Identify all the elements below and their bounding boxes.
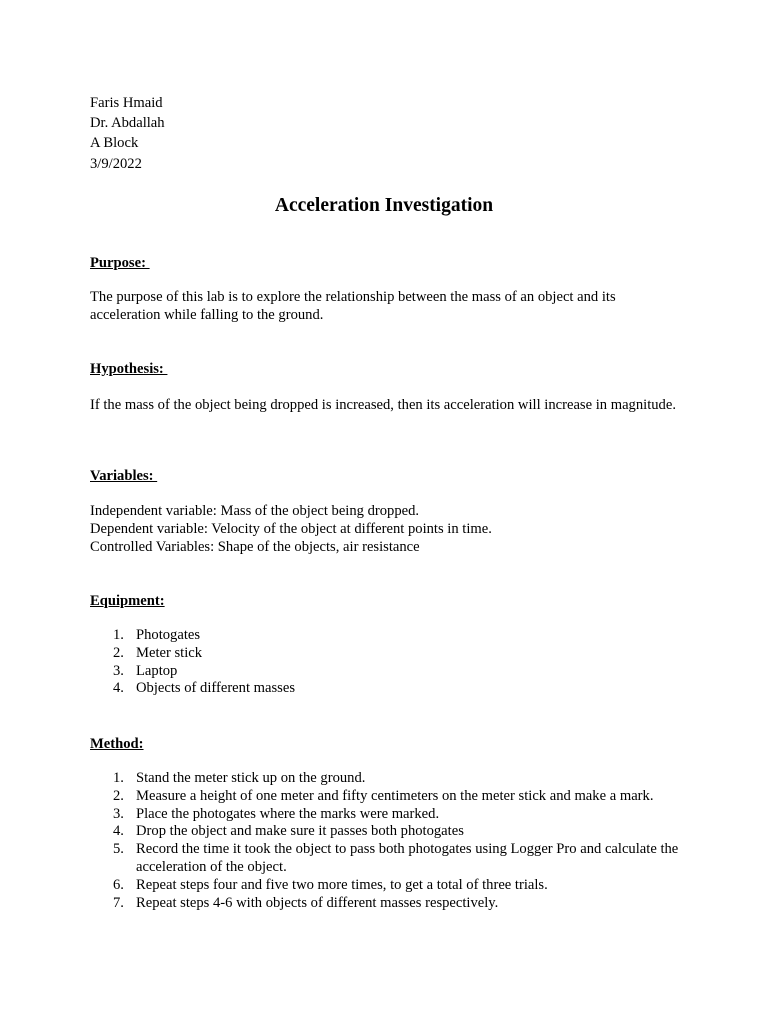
list-item: 2. Measure a height of one meter and fifty centimeters on the meter stick and make a mark. (113, 787, 654, 804)
independent-variable: Independent variable: Mass of the object being dropped. (90, 503, 420, 519)
equipment-list (90, 627, 690, 698)
list-item: 6. Repeat steps four and five two more times, to get a total of three trials. (113, 876, 548, 893)
author-name: Faris Hmaid (90, 95, 163, 111)
hypothesis-heading: Hypothesis: (90, 361, 168, 377)
list-item: 3. Laptop (113, 662, 178, 679)
document-title: Acceleration Investigation (274, 195, 494, 216)
method-list (90, 770, 690, 912)
hypothesis-text: If the mass of the object being dropped is increased, then its acceleration will increase in magnitude. (90, 397, 676, 413)
dependent-variable: Dependent variable: Velocity of the object at different points in time. (90, 521, 492, 537)
list-item: 7. Repeat steps 4-6 with objects of different masses respectively. (113, 894, 499, 911)
list-item: 5. Record the time it took the object to pass both photogates using Logger Pro and calculate the acceleration of the object. (113, 841, 679, 875)
list-item: 1. Stand the meter stick up on the ground. (113, 770, 366, 786)
list-item: 4. Drop the object and make sure it passes both photogates (113, 823, 464, 840)
variables-heading: Variables: (90, 468, 158, 484)
purpose-heading: Purpose: (90, 255, 150, 271)
teacher-name: Dr. Abdallah (90, 115, 165, 131)
class-block: A Block (90, 135, 139, 151)
document-date: 3/9/2022 (90, 156, 142, 172)
list-item: 4. Objects of different masses (113, 680, 295, 697)
controlled-variables: Controlled Variables: Shape of the objects, air resistance (90, 539, 420, 555)
list-item: 2. Meter stick (113, 644, 203, 661)
list-item: 1. Photogates (113, 627, 201, 643)
method-heading: Method: (90, 736, 144, 752)
equipment-heading: Equipment: (90, 593, 165, 609)
purpose-text: The purpose of this lab is to explore the relationship between the mass of an object and its acceleration while falling to the ground. (90, 289, 616, 323)
list-item: 3. Place the photogates where the marks were marked. (113, 805, 440, 822)
